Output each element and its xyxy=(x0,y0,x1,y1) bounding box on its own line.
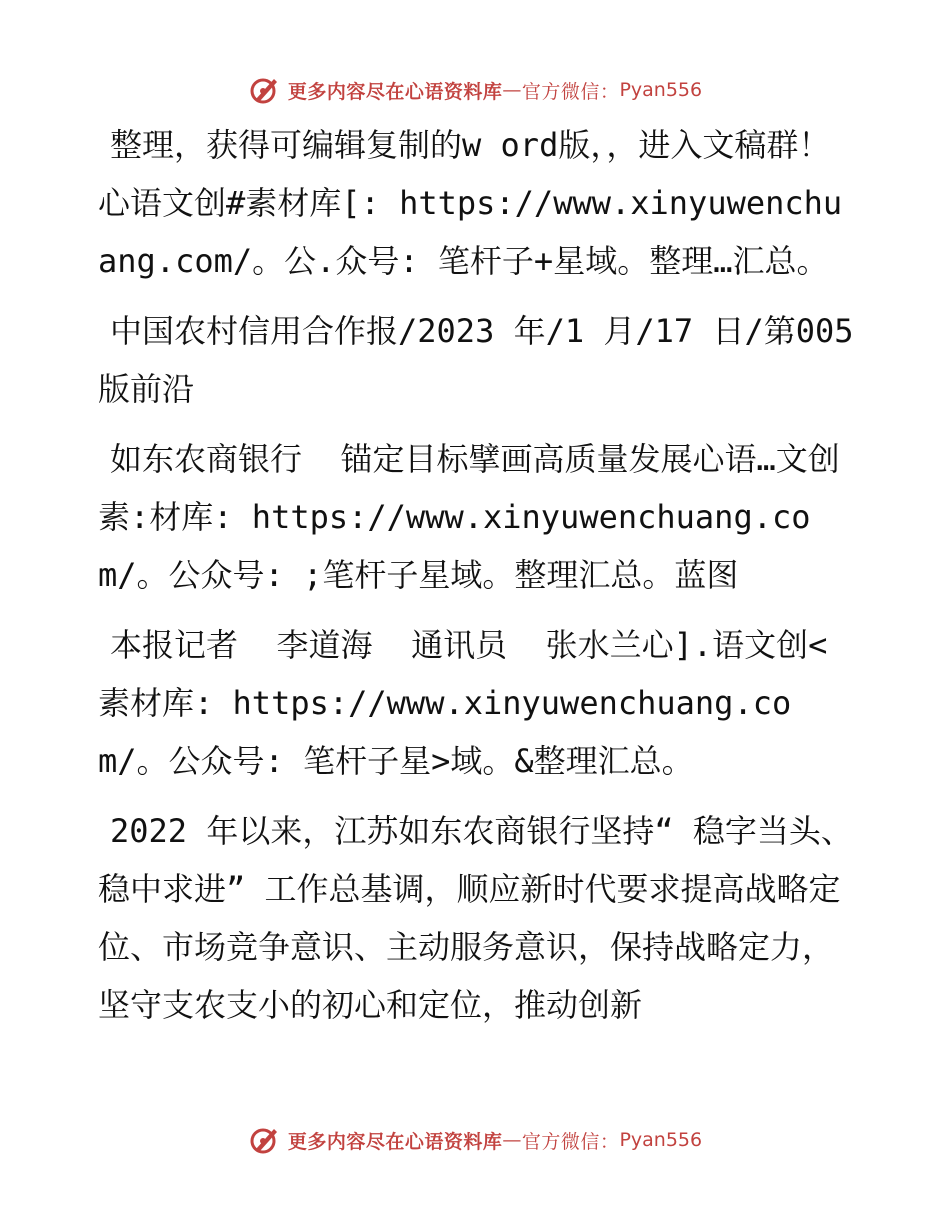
paragraph-byline: 本报记者 李道海 通讯员 张水兰心].语文创<素材库: https://www.xinyuwenchuang.com/。公众号: 笔杆子星>域。&整理汇总。 xyxy=(98,626,828,780)
document-body xyxy=(98,116,873,1046)
banner-main-text: 更多内容尽在心语资料库 xyxy=(287,80,503,103)
banner-wechat-id: Pyan556 xyxy=(619,1129,703,1151)
quill-logo-icon xyxy=(248,1123,282,1157)
banner-sub-text: 官方微信： xyxy=(521,1130,620,1153)
paragraph-body: 2022 年以来，江苏如东农商银行坚持“ 稳字当头、稳中求进” 工作总基调，顺应新时代要求提高战略定位、市场竞争意识、主动服务意识，保持战略定力，坚守支农支小的初心和定位，推动创新 xyxy=(98,812,853,1024)
banner-wechat-id: Pyan556 xyxy=(619,79,703,101)
paragraph-source: 中国农村信用合作报/2023 年/1 月/17 日/第005 版前沿 xyxy=(98,312,873,408)
banner-sub-text: 官方微信： xyxy=(521,80,620,103)
footer-watermark-banner xyxy=(0,1120,950,1160)
banner-separator: — xyxy=(502,79,522,101)
banner-main-text: 更多内容尽在心语资料库 xyxy=(287,1130,503,1153)
header-watermark-banner xyxy=(0,70,950,110)
paragraph-intro: 整理，获得可编辑复制的w ord版，，进入文稿群！心语文创#素材库[: https://www.xinyuwenchuang.com/。公.众号: 笔杆子+星域。整理…汇总。 xyxy=(98,126,843,280)
banner-separator: — xyxy=(502,1129,522,1151)
quill-logo-icon xyxy=(248,73,282,107)
paragraph-headline: 如东农商银行 锚定目标擘画高质量发展心语…文创素:材库: https://www.xinyuwenchuang.com/。公众号: ;笔杆子星域。整理汇总。蓝图 xyxy=(98,440,840,594)
